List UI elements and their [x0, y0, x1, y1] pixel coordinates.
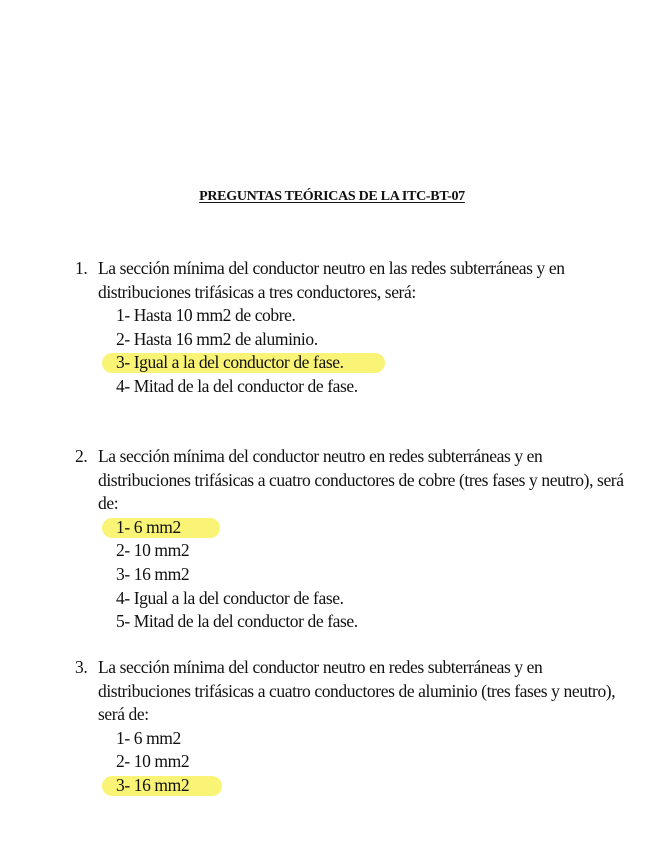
answer-option-2: 2- 10 mm2: [116, 540, 190, 561]
question-3: [75, 656, 635, 798]
answer-option-2: 2- Hasta 16 mm2 de aluminio.: [116, 328, 318, 349]
question-number: 1.: [75, 258, 88, 278]
question-text: La sección mínima del conductor neutro en redes subterráneas y en distribuciones trifásicas a cuatro conductores de cobre (tres fases y neutro), será de:: [98, 446, 624, 514]
answer-options: [75, 516, 635, 634]
question-header: [75, 445, 635, 516]
answer-option-2: 2- 10 mm2: [116, 751, 190, 772]
answer-option-1: 1- 6 mm2: [116, 727, 181, 748]
answer-option-3-highlighted: 3- 16 mm2: [75, 774, 635, 798]
question-header: [75, 656, 635, 727]
answer-option-4: 4- Igual a la del conductor de fase.: [116, 587, 344, 608]
document-title: PREGUNTAS TEÓRICAS DE LA ITC-BT-07: [199, 189, 465, 204]
question-1: [75, 257, 635, 399]
question-2: [75, 445, 635, 634]
answer-option-3: 3- 16 mm2: [116, 563, 190, 584]
answer-option-1-highlighted: 1- 6 mm2: [75, 516, 635, 540]
question-text: La sección mínima del conductor neutro en redes subterráneas y en distribuciones trifásicas a cuatro conductores de aluminio (tres fases y neutro), será de:: [98, 657, 616, 725]
question-number: 3.: [75, 657, 88, 677]
answer-option-5: 5- Mitad de la del conductor de fase.: [116, 611, 358, 632]
question-header: [75, 257, 635, 304]
answer-option-3-highlighted: 3- Igual a la del conductor de fase.: [75, 351, 635, 375]
answer-options: [75, 727, 635, 798]
question-text: La sección mínima del conductor neutro en las redes subterráneas y en distribuciones trifásicas a tres conductores, será:: [98, 258, 565, 302]
question-number: 2.: [75, 446, 88, 466]
answer-options: [75, 304, 635, 398]
answer-option-1: 1- Hasta 10 mm2 de cobre.: [116, 305, 296, 326]
answer-option-4: 4- Mitad de la del conductor de fase.: [116, 375, 358, 396]
